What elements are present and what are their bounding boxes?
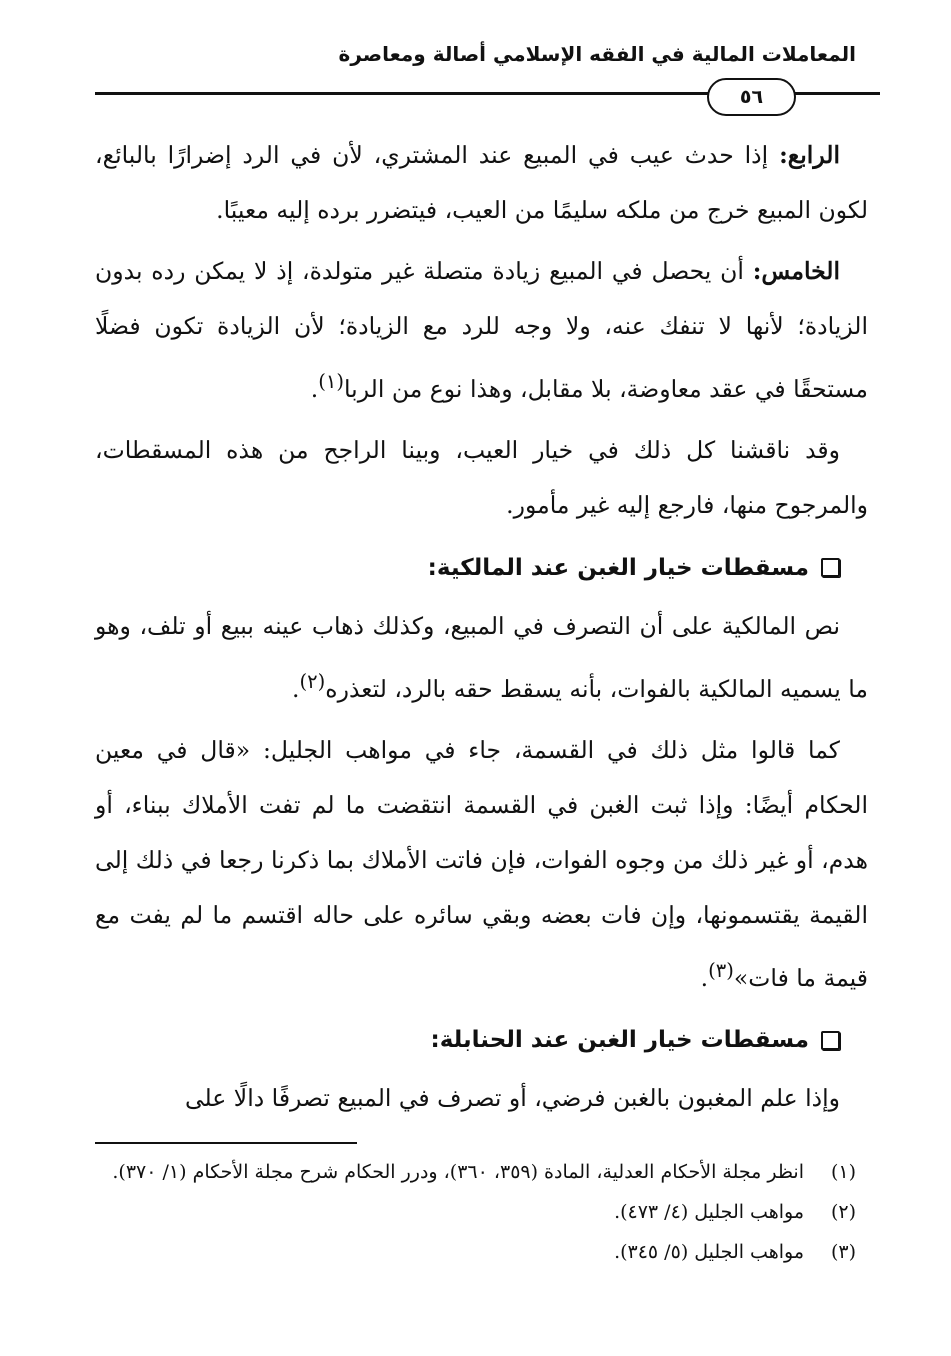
- footnote-ref-2: (٢): [299, 669, 326, 693]
- paragraph-fifth-text: أن يحصل في المبيع زيادة متصلة غير متولدة، إذ لا يمكن رده بدون الزيادة؛ لأنها لا تنفك عنه، ولا وجه للرد مع الزيادة؛ لأن الزيادة تكون فضلًا مستحقًا في عقد معاوضة، بلا مقابل، وهذا نوع من الربا: [95, 257, 868, 403]
- footnote-text: انظر مجلة الأحكام العدلية، المادة (٣٥٩، ٣٦٠)، ودرر الحكام شرح مجلة الأحكام (١/ ٣٧٠).: [112, 1161, 804, 1183]
- paragraph-malikiyya-text: نص المالكية على أن التصرف في المبيع، وكذلك ذهاب عينه ببيع أو تلف، وهو ما يسميه المالكية بالفوات، بأنه يسقط حقه بالرد، لتعذره: [95, 611, 868, 703]
- section-heading-hanabila: [95, 1015, 840, 1065]
- footnote-ref-1: (١): [318, 370, 344, 393]
- footnote-text: مواهب الجليل (٥/ ٣٤٥).: [614, 1241, 804, 1263]
- section-heading-hanabila-text: مسقطات خيار الغبن عند الحنابلة:: [430, 1027, 809, 1054]
- term-fifth: الخامس:: [752, 257, 840, 285]
- checkbox-square-icon: [821, 1031, 840, 1050]
- paragraph-qisma: كما قالوا مثل ذلك في القسمة، جاء في مواهب الجليل: «قال في معين الحكام أيضًا: وإذا ثبت الغبن في القسمة انتقضت ما لم تفت الأملاك ببناء، أو هدم، أو غير ذلك من وجوه الفوات، فإن فاتت الأملاك بما ذكرنا رجعا في ذلك إلى القيمة يقتسمونها، وإن فات بعضه وبقي سائره على حاله اقتسم ما لم يفت مع قيمة ما فات»$^{(٣)}$.: [95, 735, 868, 992]
- footnote-separator: [95, 1142, 357, 1144]
- book-title: المعاملات المالية في الفقه الإسلامي أصالة ومعاصرة: [338, 42, 856, 66]
- term-fourth: الرابع:: [779, 141, 840, 169]
- paragraph-malikiyya: نص المالكية على أن التصرف في المبيع، وكذلك ذهاب عينه ببيع أو تلف، وهو ما يسميه المالكية بالفوات، بأنه يسقط حقه بالرد، لتعذره$^{(٢)}$.: [95, 611, 868, 703]
- paragraph-fourth: [95, 128, 868, 238]
- footnote-item: [96, 1152, 856, 1192]
- footnote-number: (١): [830, 1161, 856, 1183]
- footnote-number: (٣): [830, 1241, 856, 1263]
- section-heading-malikiyya-text: مسقطات خيار الغبن عند المالكية:: [427, 554, 809, 581]
- page-number-label: ٥٦: [739, 86, 764, 108]
- footnotes: [96, 1152, 856, 1272]
- footnote-item: [96, 1232, 856, 1272]
- paragraph-discussion: وقد ناقشنا كل ذلك في خيار العيب، وبينا الراجح من هذه المسقطات، والمرجوح منها، فارجع إليه غير مأمور.: [95, 435, 868, 519]
- body-text: [95, 128, 868, 1132]
- paragraph-hanabila: وإذا علم المغبون بالغبن فرضي، أو تصرف في المبيع تصرفًا دالًا على: [184, 1084, 840, 1113]
- running-header: [106, 42, 856, 82]
- paragraph-fourth-text: إذا حدث عيب في المبيع عند المشتري، لأن في الرد إضرارًا بالبائع، لكون المبيع خرج من ملكه سليمًا من العيب، فيتضرر برده إليه معيبًا.: [95, 141, 868, 224]
- section-heading-malikiyya: [95, 543, 840, 593]
- page-number: [707, 78, 796, 116]
- checkbox-square-icon: [821, 558, 840, 577]
- footnote-text: مواهب الجليل (٤/ ٤٧٣).: [614, 1201, 804, 1223]
- footnote-ref-3: (٣): [708, 958, 734, 982]
- paragraph-fifth: الخامس: أن يحصل في المبيع زيادة متصلة غير متولدة، إذ لا يمكن رده بدون الزيادة؛ لأنها لا تنفك عنه، ولا وجه للرد مع الزيادة؛ لأن الزيادة تكون فضلًا مستحقًا في عقد معاوضة، بلا مقابل، وهذا نوع من الربا$^{(١)}$.: [95, 257, 868, 403]
- footnote-item: [96, 1192, 856, 1232]
- paragraph-qisma-text: كما قالوا مثل ذلك في القسمة، جاء في مواهب الجليل: «قال في معين الحكام أيضًا: وإذا ثبت الغبن في القسمة انتقضت ما لم تفت الأملاك ببناء، أو هدم، أو غير ذلك من وجوه الفوات، فإن فاتت الأملاك بما ذكرنا رجعا في ذلك إلى القيمة يقتسمونها، وإن فات بعضه وبقي سائره على حاله اقتسم ما لم يفت مع قيمة ما فات»: [95, 735, 868, 992]
- footnote-number: (٢): [830, 1201, 856, 1223]
